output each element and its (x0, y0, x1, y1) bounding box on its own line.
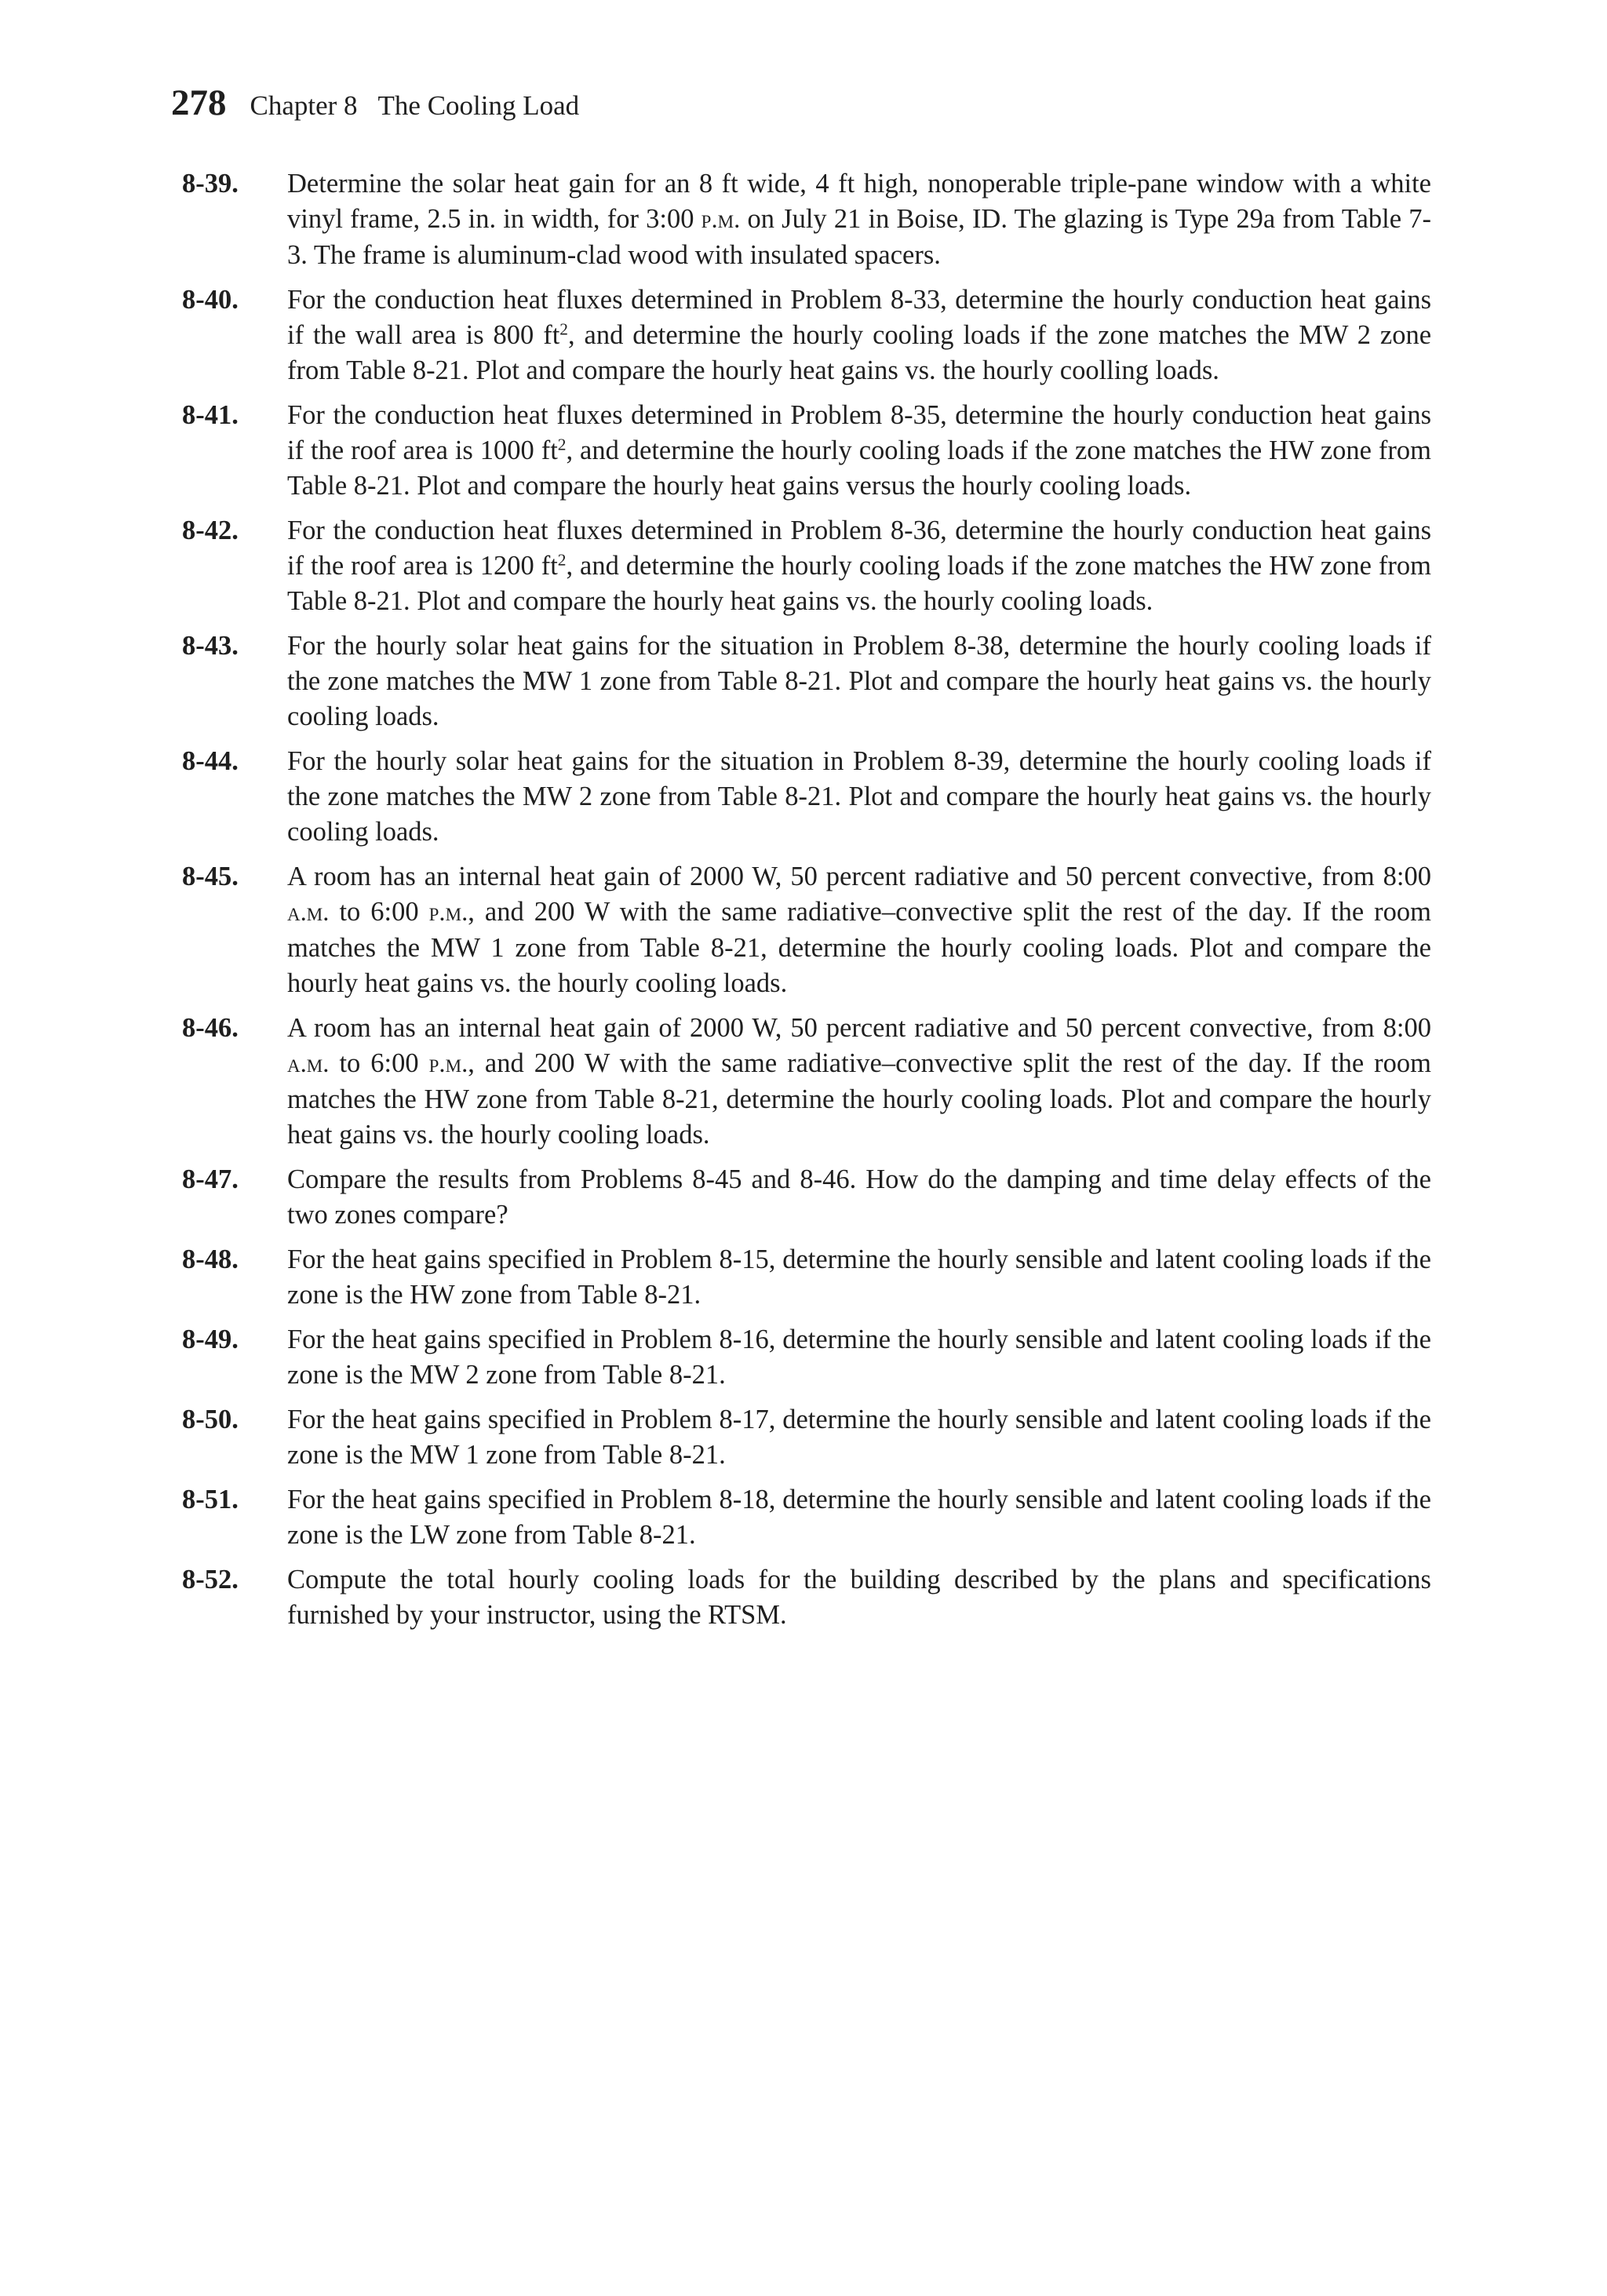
text-segment: For the conduction heat fluxes determined in Problem 8-35, determine the hourly conduction heat gains if the roof area is 1000 ft (287, 400, 1431, 465)
problem-number: 8-40. (182, 285, 239, 315)
problem-number: 8-41. (182, 400, 239, 430)
text-segment: to 6:00 (329, 1048, 429, 1078)
text-segment: A room has an internal heat gain of 2000 W, 50 percent radiative and 50 percent convective, from 8:00 (287, 1013, 1431, 1043)
small-caps-text: p.m. (428, 1050, 468, 1078)
problem-text (287, 859, 1431, 1001)
text-segment: , and determine the hourly cooling loads if the zone matches the HW zone from Table 8-21. Plot and compare the hourly heat gains vs. the hourly cooling loads. (287, 551, 1431, 616)
text-segment: For the heat gains specified in Problem 8-16, determine the hourly sensible and latent cooling loads if the zone is the MW 2 zone from Table 8-21. (287, 1325, 1431, 1390)
text-segment: to 6:00 (329, 897, 429, 927)
text-segment: , and determine the hourly cooling loads if the zone matches the MW 2 zone from Table 8-21. Plot and compare the hourly heat gains vs. the hourly coolling loads. (287, 320, 1432, 385)
problem-text (287, 513, 1431, 619)
problem-text (287, 1562, 1431, 1633)
problem-item (182, 1162, 1431, 1233)
problem-number: 8-52. (182, 1565, 239, 1594)
problem-number: 8-43. (182, 631, 239, 661)
problem-text (287, 1162, 1431, 1233)
text-segment: For the heat gains specified in Problem 8-15, determine the hourly sensible and latent cooling loads if the zone is the HW zone from Table 8-21. (287, 1245, 1431, 1310)
problem-number: 8-47. (182, 1164, 239, 1194)
small-caps-text: p.m. (428, 898, 468, 927)
problem-text (287, 166, 1431, 273)
problem-text (287, 1011, 1431, 1153)
problem-item (182, 1562, 1431, 1633)
problem-text (287, 282, 1431, 388)
problem-number: 8-49. (182, 1325, 239, 1354)
problem-item (182, 398, 1431, 504)
problem-item (182, 1011, 1431, 1153)
text-segment: , and 200 W with the same radiative–convective split the rest of the day. If the room matches the HW zone from Table 8-21, determine the hourly cooling loads. Plot and compare the hourly heat gains vs. the hourly cooling loads. (287, 1048, 1431, 1150)
problem-number: 8-39. (182, 169, 239, 199)
problem-text (287, 1242, 1431, 1313)
problem-item (182, 282, 1431, 388)
text-segment: For the heat gains specified in Problem 8-17, determine the hourly sensible and latent cooling loads if the zone is the MW 1 zone from Table 8-21. (287, 1405, 1431, 1470)
problem-item (182, 744, 1431, 850)
text-segment: on July 21 in Boise, ID. The glazing is Type 29a from Table 7-3. The frame is aluminum-clad wood with insulated spacers. (287, 204, 1431, 270)
problem-number: 8-42. (182, 516, 239, 545)
problem-number: 8-48. (182, 1245, 239, 1274)
problem-item (182, 1322, 1431, 1393)
problem-item (182, 166, 1431, 273)
problem-list (182, 166, 1431, 1642)
chapter-title: The Cooling Load (377, 90, 580, 121)
text-segment: Determine the solar heat gain for an 8 ft wide, 4 ft high, nonoperable triple-pane window with a white vinyl frame, 2.5 in. in width, for 3:00 (287, 169, 1431, 234)
problem-item (182, 1242, 1431, 1313)
text-segment: For the conduction heat fluxes determined in Problem 8-36, determine the hourly conduction heat gains if the roof area is 1200 ft (287, 516, 1431, 581)
text-segment: Compute the total hourly cooling loads for the building described by the plans and specifications furnished by your instructor, using the RTSM. (287, 1565, 1431, 1630)
problem-number: 8-50. (182, 1405, 239, 1434)
problem-text (287, 744, 1431, 850)
superscript: 2 (559, 319, 568, 339)
small-caps-text: a.m. (287, 1050, 330, 1078)
problem-number: 8-45. (182, 862, 239, 891)
problem-number: 8-51. (182, 1485, 239, 1514)
problem-text (287, 1482, 1431, 1553)
problem-text (287, 1322, 1431, 1393)
problem-item (182, 1402, 1431, 1473)
problem-item (182, 629, 1431, 734)
superscript: 2 (557, 435, 567, 454)
text-segment: For the conduction heat fluxes determined in Problem 8-33, determine the hourly conduction heat gains if the wall area is 800 ft (287, 285, 1431, 350)
text-segment: For the hourly solar heat gains for the situation in Problem 8-38, determine the hourly cooling loads if the zone matches the MW 1 zone from Table 8-21. Plot and compare the hourly heat gains vs. the hourly cooling loads. (287, 631, 1431, 731)
running-head (171, 82, 580, 123)
problem-item (182, 859, 1431, 1001)
text-segment: , and determine the hourly cooling loads if the zone matches the HW zone from Table 8-21. Plot and compare the hourly heat gains versus the hourly cooling loads. (287, 436, 1431, 501)
chapter-label: Chapter 8 (250, 90, 358, 121)
text-segment: A room has an internal heat gain of 2000 W, 50 percent radiative and 50 percent convective, from 8:00 (287, 862, 1431, 891)
problem-text (287, 398, 1431, 504)
text-segment: For the heat gains specified in Problem 8-18, determine the hourly sensible and latent cooling loads if the zone is the LW zone from Table 8-21. (287, 1485, 1431, 1550)
superscript: 2 (557, 550, 567, 570)
problem-number: 8-46. (182, 1013, 239, 1043)
problem-text (287, 629, 1431, 734)
text-segment: , and 200 W with the same radiative–convective split the rest of the day. If the room matches the MW 1 zone from Table 8-21, determine the hourly cooling loads. Plot and compare the hourly heat gains vs. the hourly cooling loads. (287, 897, 1431, 998)
small-caps-text: p.m. (701, 206, 741, 234)
small-caps-text: a.m. (287, 898, 330, 927)
text-segment: For the hourly solar heat gains for the situation in Problem 8-39, determine the hourly cooling loads if the zone matches the MW 2 zone from Table 8-21. Plot and compare the hourly heat gains vs. the hourly cooling loads. (287, 746, 1431, 847)
text-segment: Compare the results from Problems 8-45 and 8-46. How do the damping and time delay effects of the two zones compare? (287, 1164, 1431, 1230)
problem-item (182, 1482, 1431, 1553)
problem-text (287, 1402, 1431, 1473)
page-number: 278 (171, 82, 227, 123)
problem-number: 8-44. (182, 746, 239, 776)
problem-item (182, 513, 1431, 619)
